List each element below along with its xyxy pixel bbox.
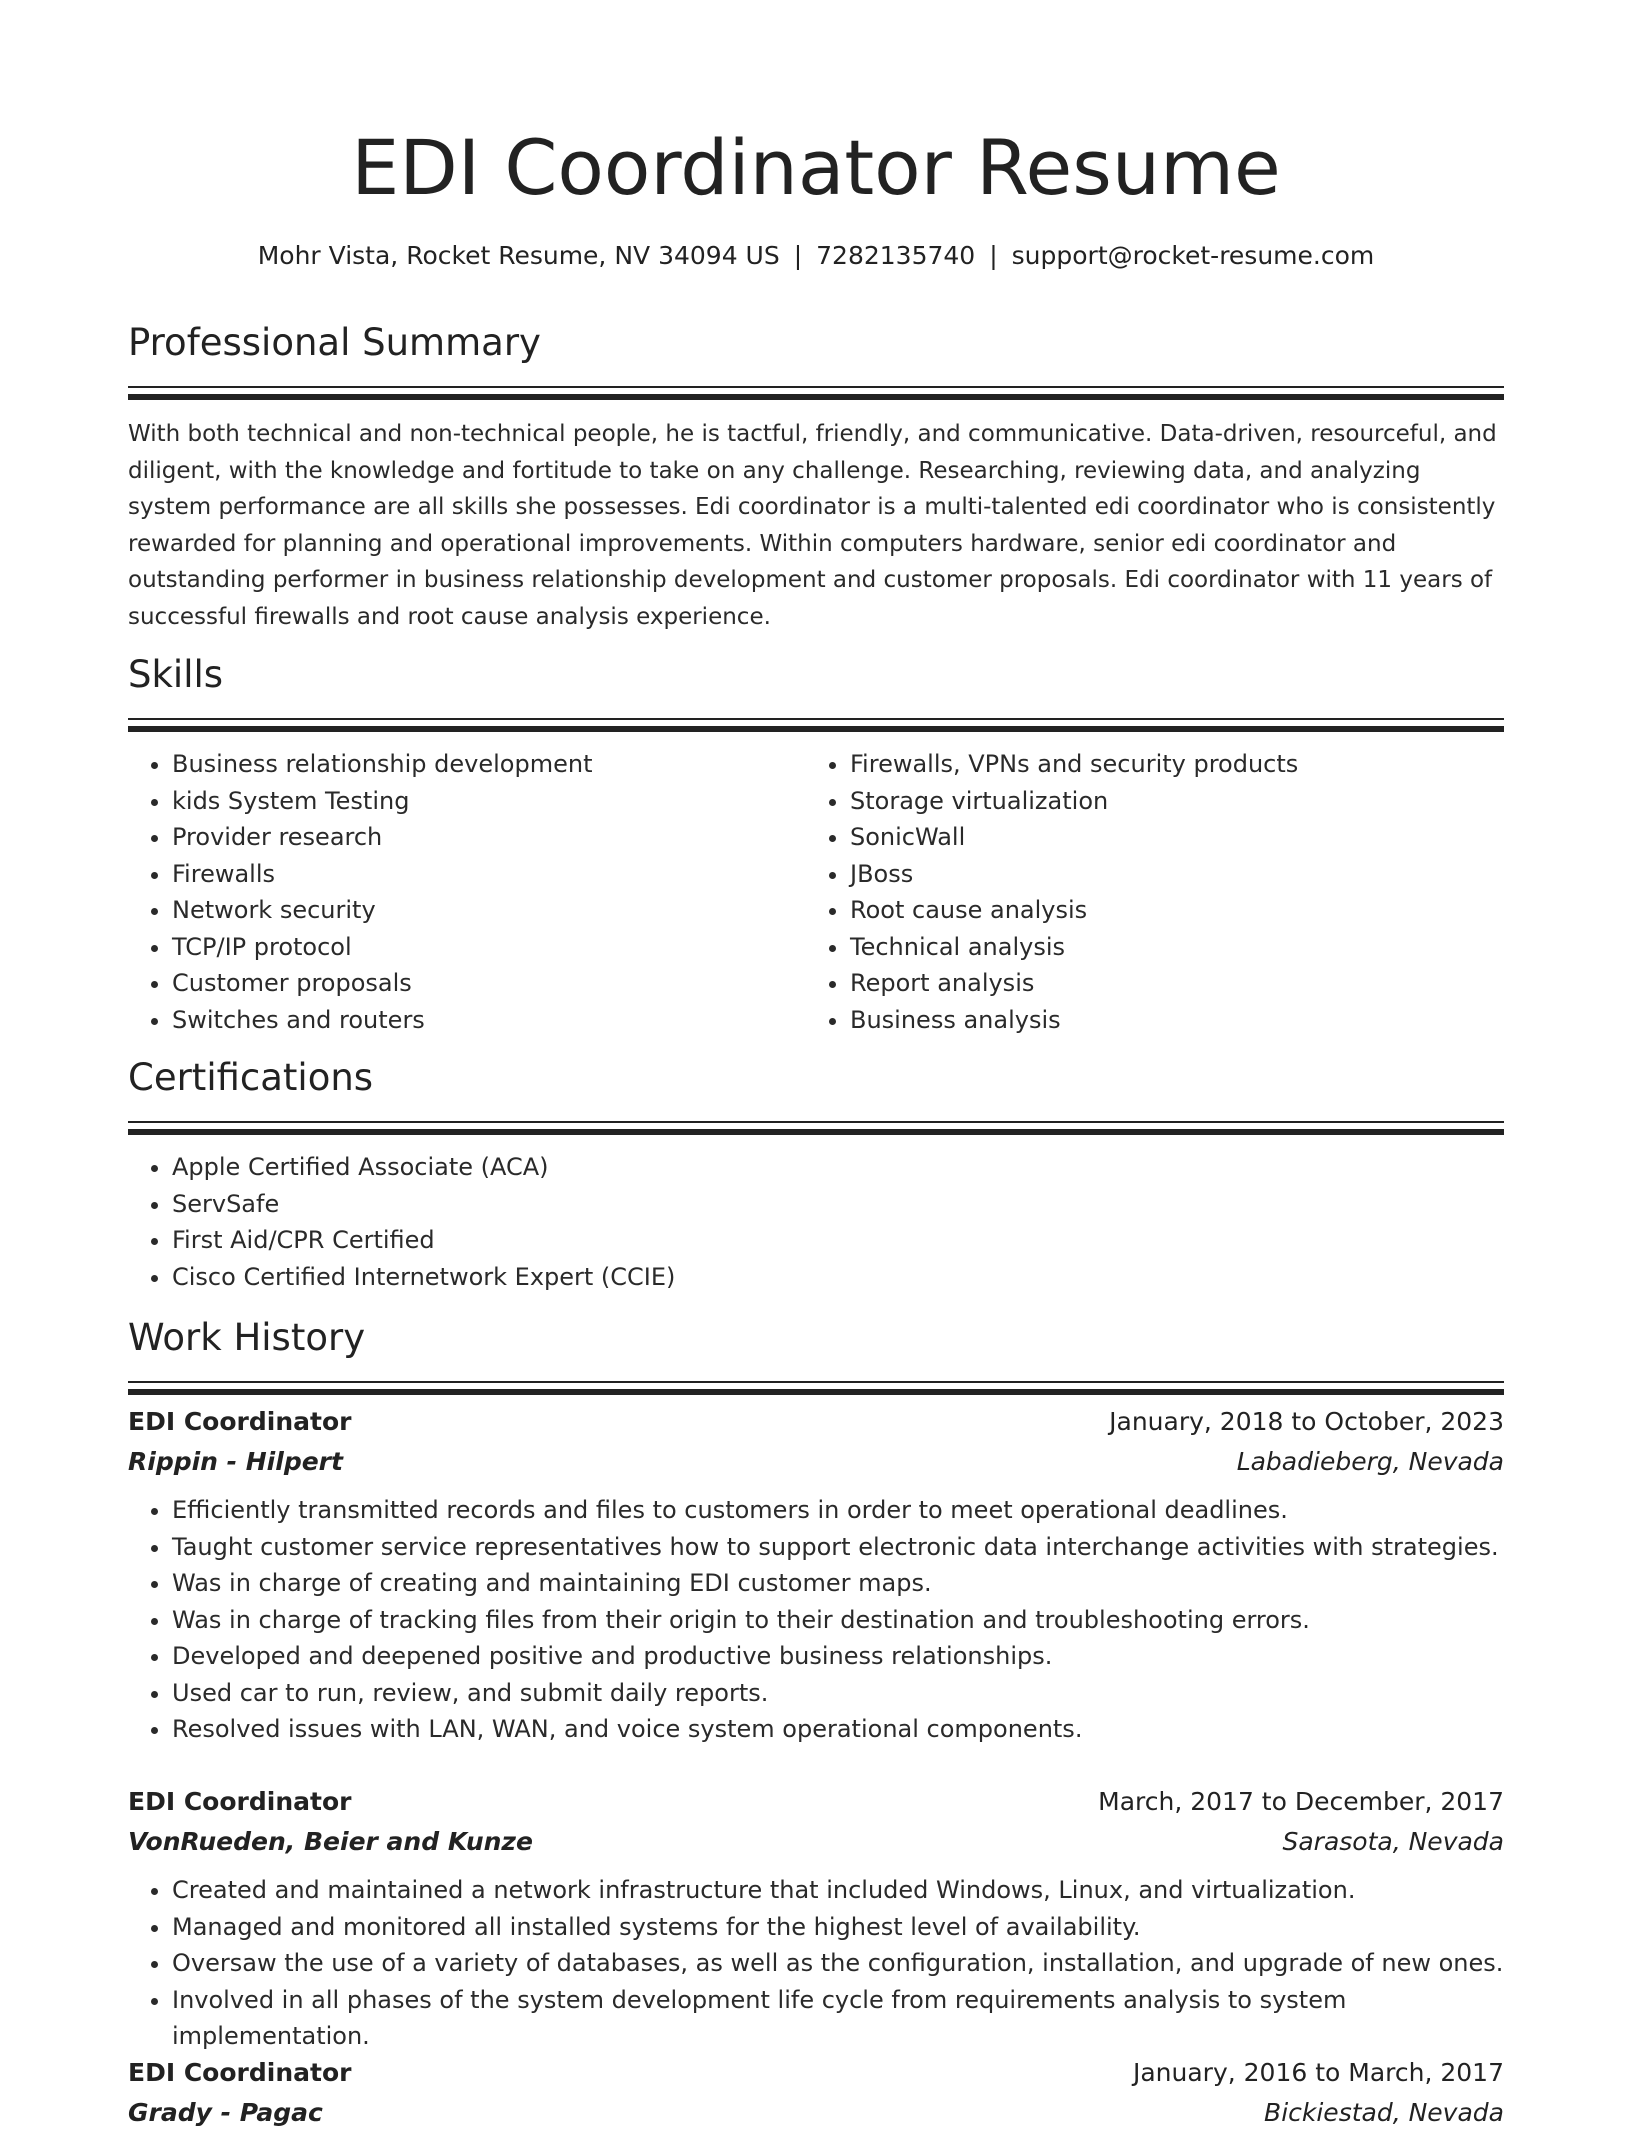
- job-bullet: • Oversaw the use of a variety of databases, as well as the configuration, installation, and upgrade of new ones.: [172, 1945, 1504, 1982]
- job-bullet: • Was in charge of creating and maintaining EDI customer maps.: [172, 1565, 1504, 1602]
- job-location: Sarasota, Nevada: [1282, 1827, 1504, 1856]
- summary-section: [128, 318, 1504, 635]
- job-entry: [128, 1402, 1504, 1748]
- skill-item: • Firewalls: [172, 856, 806, 893]
- job-bullet: • Efficiently transmitted records and files to customers in order to meet operational deadlines.: [172, 1492, 1504, 1529]
- certifications-list: [128, 1149, 1504, 1295]
- job-company: Grady - Pagac: [128, 2098, 323, 2127]
- skill-item: • Report analysis: [850, 965, 1484, 1002]
- job-company: Rippin - Hilpert: [128, 1447, 343, 1476]
- skill-item: • Switches and routers: [172, 1002, 806, 1039]
- summary-text: With both technical and non-technical people, he is tactful, friendly, and communicative. Data-driven, resourceful, and diligent, with the knowledge and fortitude to take on any challenge. Researching, reviewing data, and analyzing system performance are all skills she possesses. Edi coordinator is a multi-talented edi coordinator who is consistently rewarded for planning and operational improvements. Within computers hardware, senior edi coordinator and outstanding performer in business relationship development and customer proposals. Edi coordinator with 11 years of successful firewalls and root cause analysis experience.: [128, 421, 1497, 630]
- job-bullet: • Used car to run, review, and submit daily reports.: [172, 1675, 1504, 1712]
- contact-email[interactable]: support@rocket-resume.com: [1011, 241, 1375, 270]
- job-dates: March, 2017 to December, 2017: [1098, 1787, 1504, 1816]
- skill-item: • Business analysis: [850, 1002, 1484, 1039]
- job-location: Bickiestad, Nevada: [1264, 2098, 1504, 2127]
- contact-separator: |: [793, 241, 803, 270]
- certifications-section: [128, 1053, 1504, 1295]
- section-rule-thick: [128, 1389, 1504, 1395]
- skill-item: • TCP/IP protocol: [172, 929, 806, 966]
- skill-item: • Technical analysis: [850, 929, 1484, 966]
- skill-item: • SonicWall: [850, 819, 1484, 856]
- job-company-row: [128, 1442, 1504, 1482]
- skill-item: • Business relationship development: [172, 746, 806, 783]
- certifications-heading: Certifications: [128, 1056, 374, 1099]
- job-entry: [128, 1782, 1504, 2055]
- skill-item: • Network security: [172, 892, 806, 929]
- job-title: EDI Coordinator: [128, 2058, 352, 2087]
- skill-item: • Provider research: [172, 819, 806, 856]
- job-location: Labadieberg, Nevada: [1236, 1447, 1504, 1476]
- section-rule-thick: [128, 394, 1504, 400]
- skills-heading: Skills: [128, 653, 224, 696]
- section-rule-thin: [128, 386, 1504, 388]
- job-title: EDI Coordinator: [128, 1787, 352, 1816]
- skills-section: [128, 650, 1504, 1038]
- job-bullet: • Developed and deepened positive and productive business relationships.: [172, 1638, 1504, 1675]
- job-dates: January, 2018 to October, 2023: [1109, 1407, 1504, 1436]
- certification-item: • Apple Certified Associate (ACA): [172, 1149, 1504, 1186]
- job-bullet: • Taught customer service representatives how to support electronic data interchange activities with strategies.: [172, 1529, 1504, 1566]
- job-bullet: • Managed and monitored all installed systems for the highest level of availability.: [172, 1909, 1504, 1946]
- contact-separator: |: [989, 241, 998, 270]
- job-bullet: • Was in charge of tracking files from their origin to their destination and troubleshooting errors.: [172, 1602, 1504, 1639]
- contact-line: [128, 238, 1504, 274]
- job-bullet: • Resolved issues with LAN, WAN, and voice system operational components.: [172, 1711, 1504, 1748]
- summary-heading: Professional Summary: [128, 321, 541, 364]
- certification-item: • ServSafe: [172, 1186, 1504, 1223]
- contact-phone: 7282135740: [816, 241, 976, 270]
- skill-item: • JBoss: [850, 856, 1484, 893]
- job-header-row: [128, 1782, 1504, 1822]
- job-bullets: [128, 1492, 1504, 1748]
- job-bullet: • Created and maintained a network infrastructure that included Windows, Linux, and virtualization.: [172, 1872, 1504, 1909]
- skills-columns: [128, 746, 1504, 1038]
- work-history-heading: Work History: [128, 1316, 366, 1359]
- section-rule-thin: [128, 1121, 1504, 1123]
- skill-item: • Root cause analysis: [850, 892, 1484, 929]
- skill-item: • Customer proposals: [172, 965, 806, 1002]
- job-header-row: [128, 2053, 1504, 2093]
- job-dates: January, 2016 to March, 2017: [1132, 2058, 1504, 2087]
- section-rule-thick: [128, 726, 1504, 732]
- skills-list-left: [128, 746, 806, 1038]
- section-rule-thin: [128, 718, 1504, 720]
- section-rule-thick: [128, 1129, 1504, 1135]
- job-company: VonRueden, Beier and Kunze: [128, 1827, 533, 1856]
- skill-item: • kids System Testing: [172, 783, 806, 820]
- resume-title: EDI Coordinator Resume: [351, 123, 1281, 212]
- certification-item: • Cisco Certified Internetwork Expert (CCIE): [172, 1259, 1504, 1296]
- job-header-row: [128, 1402, 1504, 1442]
- skills-list-right: [806, 746, 1484, 1038]
- job-company-row: [128, 1822, 1504, 1862]
- section-rule-thin: [128, 1381, 1504, 1383]
- skill-item: • Storage virtualization: [850, 783, 1484, 820]
- skill-item: • Firewalls, VPNs and security products: [850, 746, 1484, 783]
- job-entry: [128, 2053, 1504, 2133]
- job-bullet: • Involved in all phases of the system development life cycle from requirements analysis to system implementation.: [172, 1982, 1504, 2055]
- job-bullets: [128, 1872, 1504, 2055]
- job-title: EDI Coordinator: [128, 1407, 352, 1436]
- job-company-row: [128, 2093, 1504, 2133]
- certification-item: • First Aid/CPR Certified: [172, 1222, 1504, 1259]
- work-history-section: [128, 1313, 1504, 1395]
- contact-address: Mohr Vista, Rocket Resume, NV 34094 US: [257, 241, 780, 270]
